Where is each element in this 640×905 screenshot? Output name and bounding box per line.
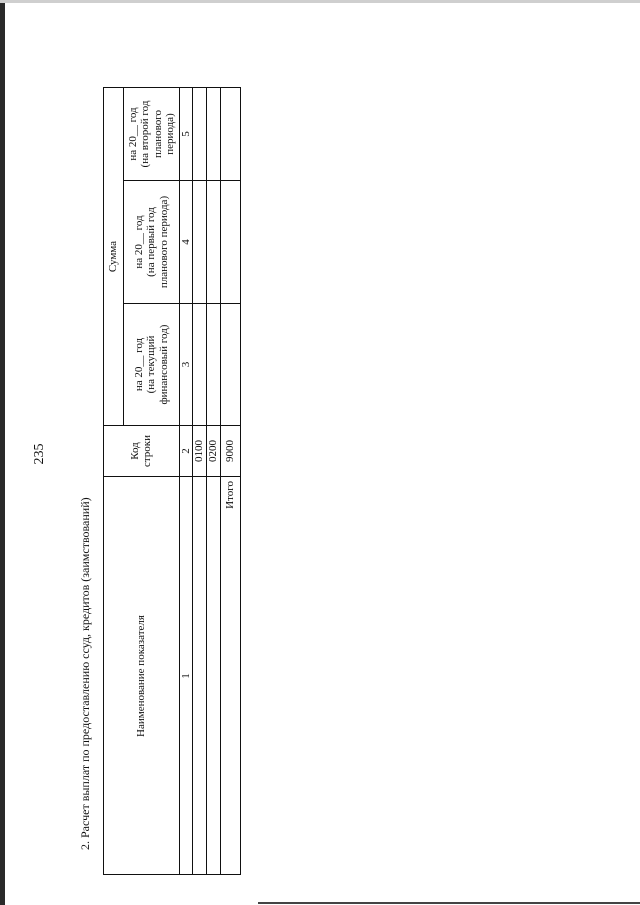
row-1-code: 0100 — [193, 440, 206, 462]
header-sum: Сумма — [106, 240, 119, 273]
header-second-plan-year: на 20__ год (на второй год планового периода) — [126, 100, 176, 168]
row-1-name — [193, 477, 206, 875]
column-number-3: 3 — [179, 361, 192, 368]
header-name: Наименование показателя — [134, 615, 147, 737]
header-current-year: на 20__ год (на текущий финансовый год) — [133, 324, 170, 405]
column-number-4: 4 — [179, 239, 192, 245]
column-number-2: 2 — [179, 448, 192, 454]
total-code: 9000 — [224, 440, 237, 462]
row-2-name — [207, 477, 220, 875]
payments-table — [103, 87, 241, 875]
total-label: Итого — [224, 481, 237, 509]
section-title: 2. Расчет выплат по предоставлению ссуд, кредитов (заимствований) — [78, 497, 92, 850]
table-border-bottom — [240, 87, 241, 875]
header-code: Код строки — [128, 434, 153, 468]
page-number: 235 — [32, 443, 47, 465]
column-number-1: 1 — [179, 673, 192, 679]
header-first-plan-year: на 20__ год (на первый год планового периода) — [133, 195, 170, 289]
row-2-code: 0200 — [207, 440, 220, 462]
column-number-5: 5 — [179, 131, 192, 137]
